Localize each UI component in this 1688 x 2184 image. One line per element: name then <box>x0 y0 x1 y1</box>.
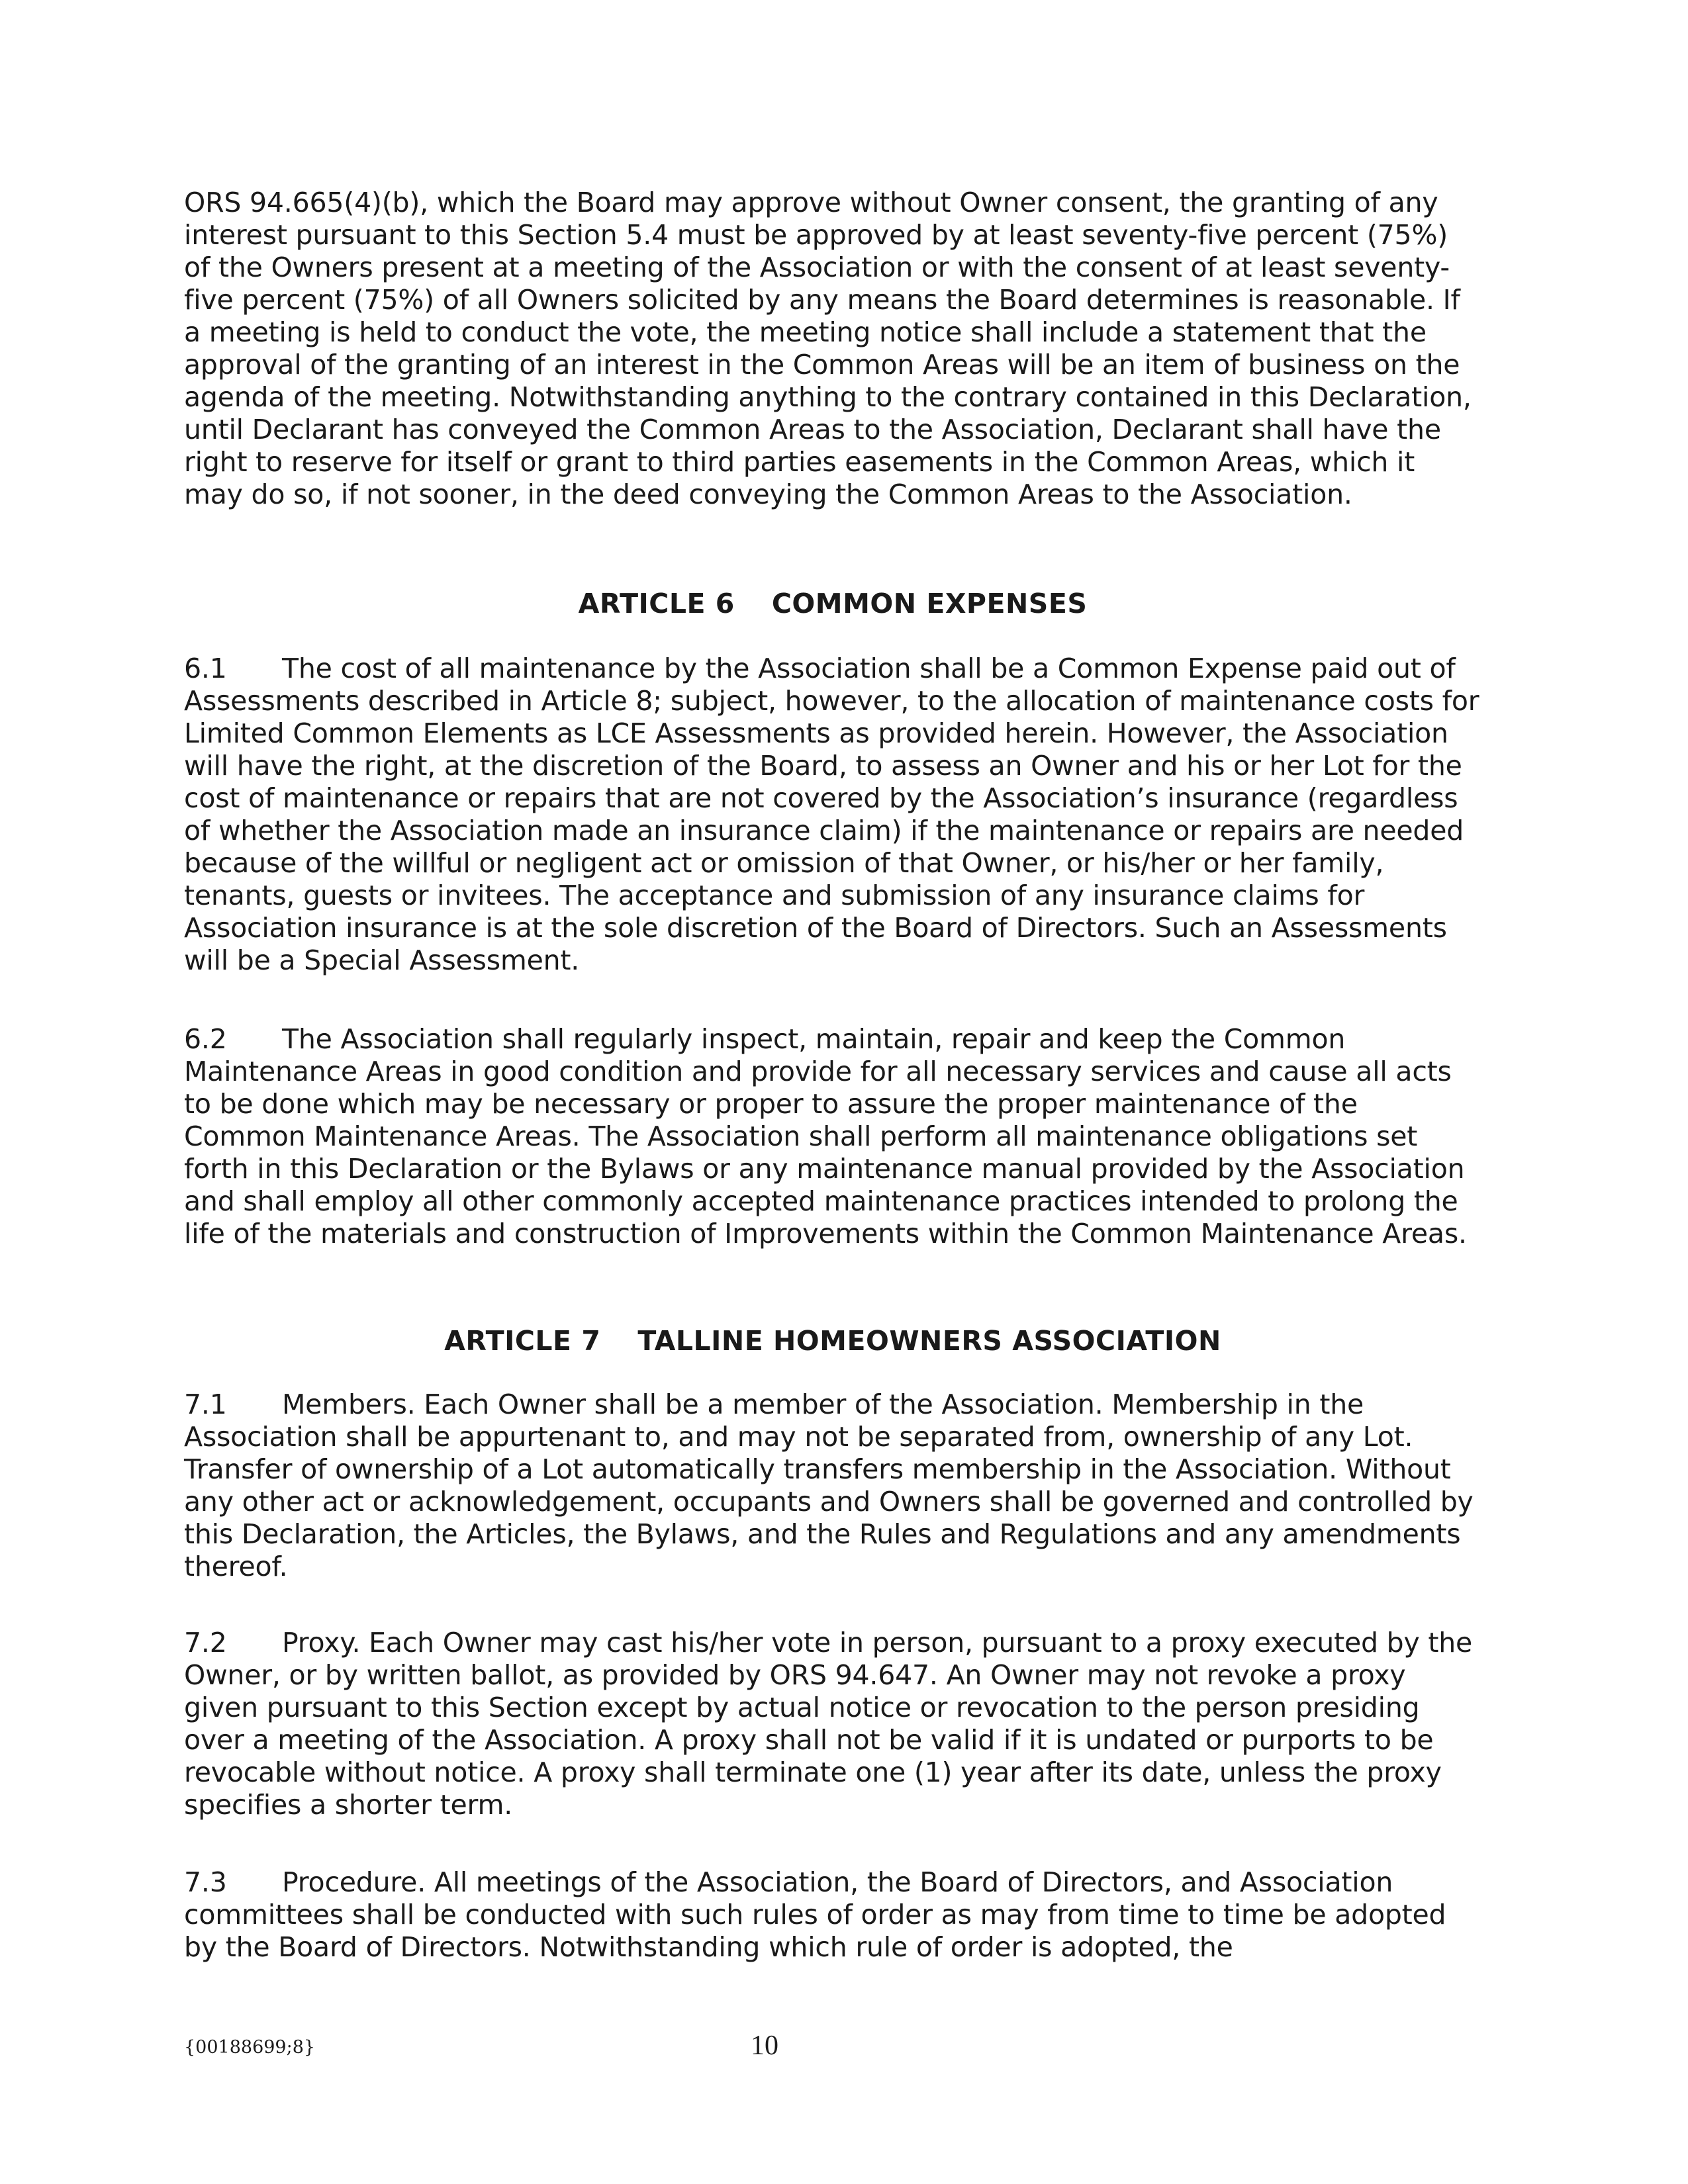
section-6-2-number: 6.2 <box>184 1023 227 1055</box>
section-6-1-number: 6.1 <box>184 653 227 684</box>
article-7-title: TALLINE HOMEOWNERS ASSOCIATION <box>637 1325 1221 1357</box>
page-number: 10 <box>751 2030 778 2061</box>
article-6-number: ARTICLE 6 <box>578 588 735 619</box>
section-6-2-text: The Association shall regularly inspect, maintain, repair and keep the Common Maintenance Areas in good condition and provide for all necessary services and cause all acts to be done which may be necessary or proper to assure the proper maintenance of the Common Maintenance Areas. The Association shall perform all maintenance obligations set forth in this Declaration or the Bylaws or any maintenance manual provided by the Association and shall employ all other commonly accepted maintenance practices intended to prolong the life of the materials and construction of Improvements within the Common Maintenance Areas. <box>184 1023 1467 1250</box>
document-id: {00188699;8} <box>184 2037 316 2058</box>
article-6-title: COMMON EXPENSES <box>771 588 1088 619</box>
section-7-1-text: Members. Each Owner shall be a member of the Association. Membership in the Association shall be appurtenant to, and may not be separated from, ownership of any Lot. Transfer of ownership of a Lot automatically transfers membership in the Association. Without any other act or acknowledgement, occupants and Owners shall be governed and controlled by this Declaration, the Articles, the Bylaws, and the Rules and Regulations and any amendments thereof. <box>184 1388 1474 1582</box>
article-7-number: ARTICLE 7 <box>444 1325 601 1357</box>
section-7-3 <box>184 1866 1481 1964</box>
article-7-heading <box>184 1325 1481 1357</box>
section-7-3-number: 7.3 <box>184 1866 227 1898</box>
section-6-1-text: The cost of all maintenance by the Association shall be a Common Expense paid out of Assessments described in Article 8; subject, however, to the allocation of maintenance costs for Limited Common Elements as LCE Assessments as provided herein. However, the Association will have the right, at the discretion of the Board, to assess an Owner and his or her Lot for the cost of maintenance or repairs that are not covered by the Association’s insurance (regardless of whether the Association made an insurance claim) if the maintenance or repairs are needed because of the willful or negligent act or omission of that Owner, or his/her or her family, tenants, guests or invitees. The acceptance and submission of any insurance claims for Association insurance is at the sole discretion of the Board of Directors. Such an Assessments will be a Special Assessment. <box>184 653 1479 976</box>
section-6-2 <box>184 1023 1481 1250</box>
section-7-1-number: 7.1 <box>184 1388 227 1420</box>
section-7-1 <box>184 1388 1481 1583</box>
section-6-1 <box>184 653 1481 977</box>
section-7-2-text: Proxy. Each Owner may cast his/her vote in person, pursuant to a proxy executed by the Owner, or by written ballot, as provided by ORS 94.647. An Owner may not revoke a proxy given pursuant to this Section except by actual notice or revocation to the person presiding over a meeting of the Association. A proxy shall not be valid if it is undated or purports to be revocable without notice. A proxy shall terminate one (1) year after its date, unless the proxy specifies a shorter term. <box>184 1627 1473 1821</box>
article-6-heading <box>184 588 1481 620</box>
section-7-3-text: Procedure. All meetings of the Association, the Board of Directors, and Association committees shall be conducted with such rules of order as may from time to time be adopted by the Board of Directors. Notwithstanding which rule of order is adopted, the <box>184 1866 1446 1963</box>
section-7-2 <box>184 1627 1481 1821</box>
continuation-paragraph: ORS 94.665(4)(b), which the Board may approve without Owner consent, the granting of any interest pursuant to this Section 5.4 must be approved by at least seventy-five percent (75%) of the Owners present at a meeting of the Association or with the consent of at least seventy-five percent (75%) of all Owners solicited by any means the Board determines is reasonable. If a meeting is held to conduct the vote, the meeting notice shall include a statement that the approval of the granting of an interest in the Common Areas will be an item of business on the agenda of the meeting. Notwithstanding anything to the contrary contained in this Declaration, until Declarant has conveyed the Common Areas to the Association, Declarant shall have the right to reserve for itself or grant to third parties easements in the Common Areas, which it may do so, if not sooner, in the deed conveying the Common Areas to the Association. <box>184 187 1472 510</box>
section-7-2-number: 7.2 <box>184 1627 227 1659</box>
